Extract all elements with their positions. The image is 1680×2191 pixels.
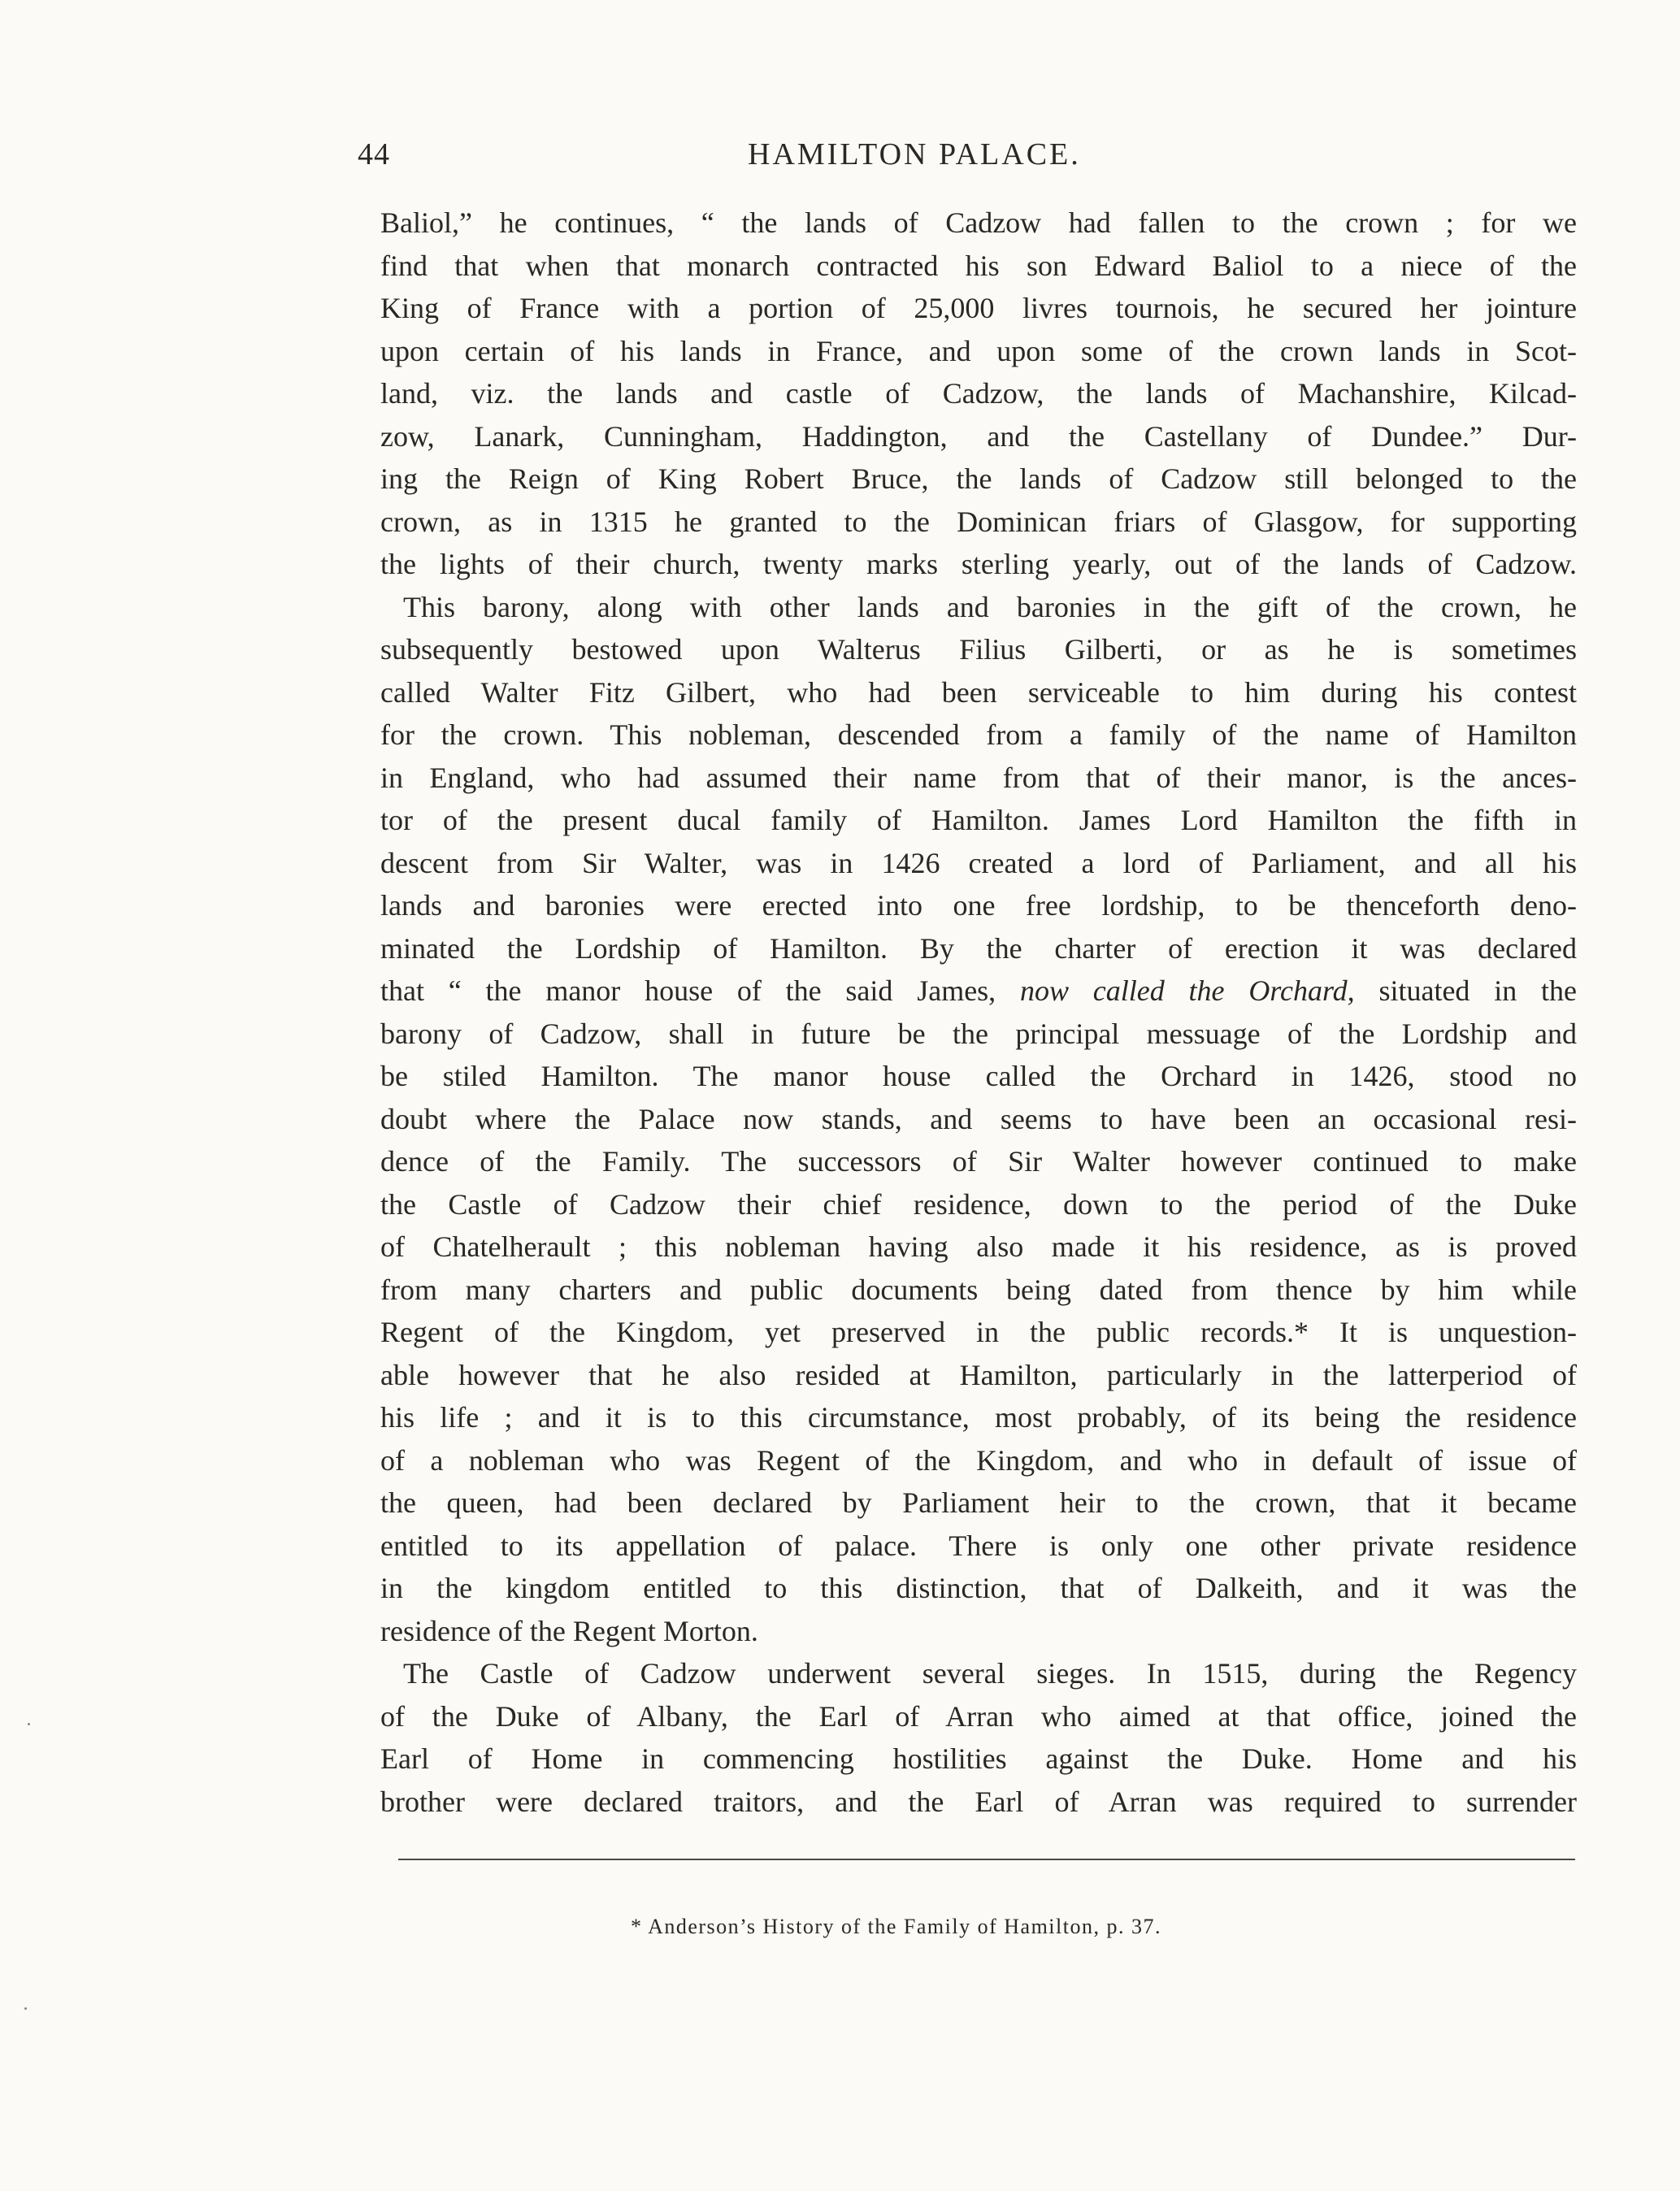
- text-line-with-italic: [380, 970, 1577, 1013]
- paragraph-start-line: This barony, along with other lands and baronies in the gift of the crown, he: [403, 590, 1577, 623]
- paragraph-start-line: The Castle of Cadzow underwent several sieges. In 1515, during the Regency: [403, 1657, 1577, 1690]
- text-line: doubt where the Palace now stands, and seems to have been an occasional resi-: [380, 1102, 1577, 1135]
- text-line: in the kingdom entitled to this distinction, that of Dalkeith, and it was the: [380, 1572, 1577, 1604]
- text-line: the queen, had been declared by Parliament heir to the crown, that it became: [380, 1486, 1577, 1519]
- running-head: HAMILTON PALACE.: [748, 137, 1081, 171]
- text-line: land, viz. the lands and castle of Cadzow, the lands of Machanshire, Kilcad-: [380, 377, 1577, 410]
- text-line: crown, as in 1315 he granted to the Dominican friars of Glasgow, for supporting: [380, 505, 1577, 538]
- text-line: for the crown. This nobleman, descended from a family of the name of Hamilton: [380, 718, 1577, 751]
- text-line: ing the Reign of King Robert Bruce, the lands of Cadzow still belonged to the: [380, 462, 1577, 495]
- text-line: of the Duke of Albany, the Earl of Arran who aimed at that office, joined the: [380, 1699, 1577, 1733]
- text-line: from many charters and public documents being dated from thence by him while: [380, 1273, 1577, 1306]
- text-line: descent from Sir Walter, was in 1426 created a lord of Parliament, and all his: [380, 846, 1577, 879]
- text-segment: that “ the manor house of the said James,: [380, 974, 1020, 1007]
- text-line: able however that he also resided at Hamilton, particularly in the latterperiod of: [380, 1358, 1577, 1391]
- text-line: find that when that monarch contracted his son Edward Baliol to a niece of the: [380, 249, 1577, 282]
- body-text: [380, 202, 1577, 1823]
- text-line: of Chatelherault ; this nobleman having also made it his residence, as is proved: [380, 1230, 1577, 1263]
- text-line: barony of Cadzow, shall in future be the principal messuage of the Lordship and: [380, 1017, 1577, 1050]
- text-line: brother were declared traitors, and the Earl of Arran was required to surrender: [380, 1785, 1577, 1818]
- text-line: upon certain of his lands in France, and upon some of the crown lands in Scot-: [380, 334, 1577, 367]
- text-line: entitled to its appellation of palace. There is only one other private residence: [380, 1529, 1577, 1562]
- text-line: subsequently bestowed upon Walterus Filius Gilberti, or as he is sometimes: [380, 633, 1577, 666]
- text-line: King of France with a portion of 25,000 livres tournois, he secured her jointure: [380, 292, 1577, 324]
- italic-phrase: now called the Orchard,: [1019, 974, 1355, 1007]
- text-line: his life ; and it is to this circumstance, most probably, of its being the residence: [380, 1401, 1577, 1434]
- text-line: be stiled Hamilton. The manor house called the Orchard in 1426, stood no: [380, 1060, 1577, 1092]
- paper-speck: [24, 2007, 27, 2010]
- text-line: in England, who had assumed their name from that of their manor, is the ances-: [380, 761, 1577, 794]
- text-line: Earl of Home in commencing hostilities against the Duke. Home and his: [380, 1742, 1577, 1775]
- text-line: dence of the Family. The successors of Sir Walter however continued to make: [380, 1145, 1577, 1178]
- text-line: Regent of the Kingdom, yet preserved in the public records.* It is unquestion-: [380, 1316, 1577, 1348]
- text-line: called Walter Fitz Gilbert, who had been serviceable to him during his contest: [380, 675, 1577, 709]
- text-line: minated the Lordship of Hamilton. By the charter of erection it was declared: [380, 931, 1577, 965]
- text-line: lands and baronies were erected into one free lordship, to be thenceforth deno-: [380, 889, 1577, 922]
- text-line: zow, Lanark, Cunningham, Haddington, and the Castellany of Dundee.” Dur-: [380, 419, 1577, 453]
- text-line: tor of the present ducal family of Hamilton. James Lord Hamilton the fifth in: [380, 804, 1577, 836]
- text-line: Baliol,” he continues, “ the lands of Cadzow had fallen to the crown ; for we: [380, 206, 1577, 239]
- page-header: [358, 137, 1577, 185]
- page-number: 44: [358, 137, 390, 171]
- text-line: the lights of their church, twenty marks sterling yearly, out of the lands of Cadzow.: [380, 548, 1577, 580]
- text-line: of a nobleman who was Regent of the Kingdom, and who in default of issue of: [380, 1443, 1577, 1477]
- text-line: the Castle of Cadzow their chief residence, down to the period of the Duke: [380, 1187, 1577, 1221]
- text-segment: situated in the: [1354, 974, 1577, 1007]
- footnote-rule: [398, 1859, 1575, 1860]
- footnote: * Anderson’s History of the Family of Hamilton, p. 37.: [631, 1915, 1161, 1938]
- paragraph-end-line: residence of the Regent Morton.: [380, 1614, 758, 1647]
- paper-speck: [28, 1723, 30, 1725]
